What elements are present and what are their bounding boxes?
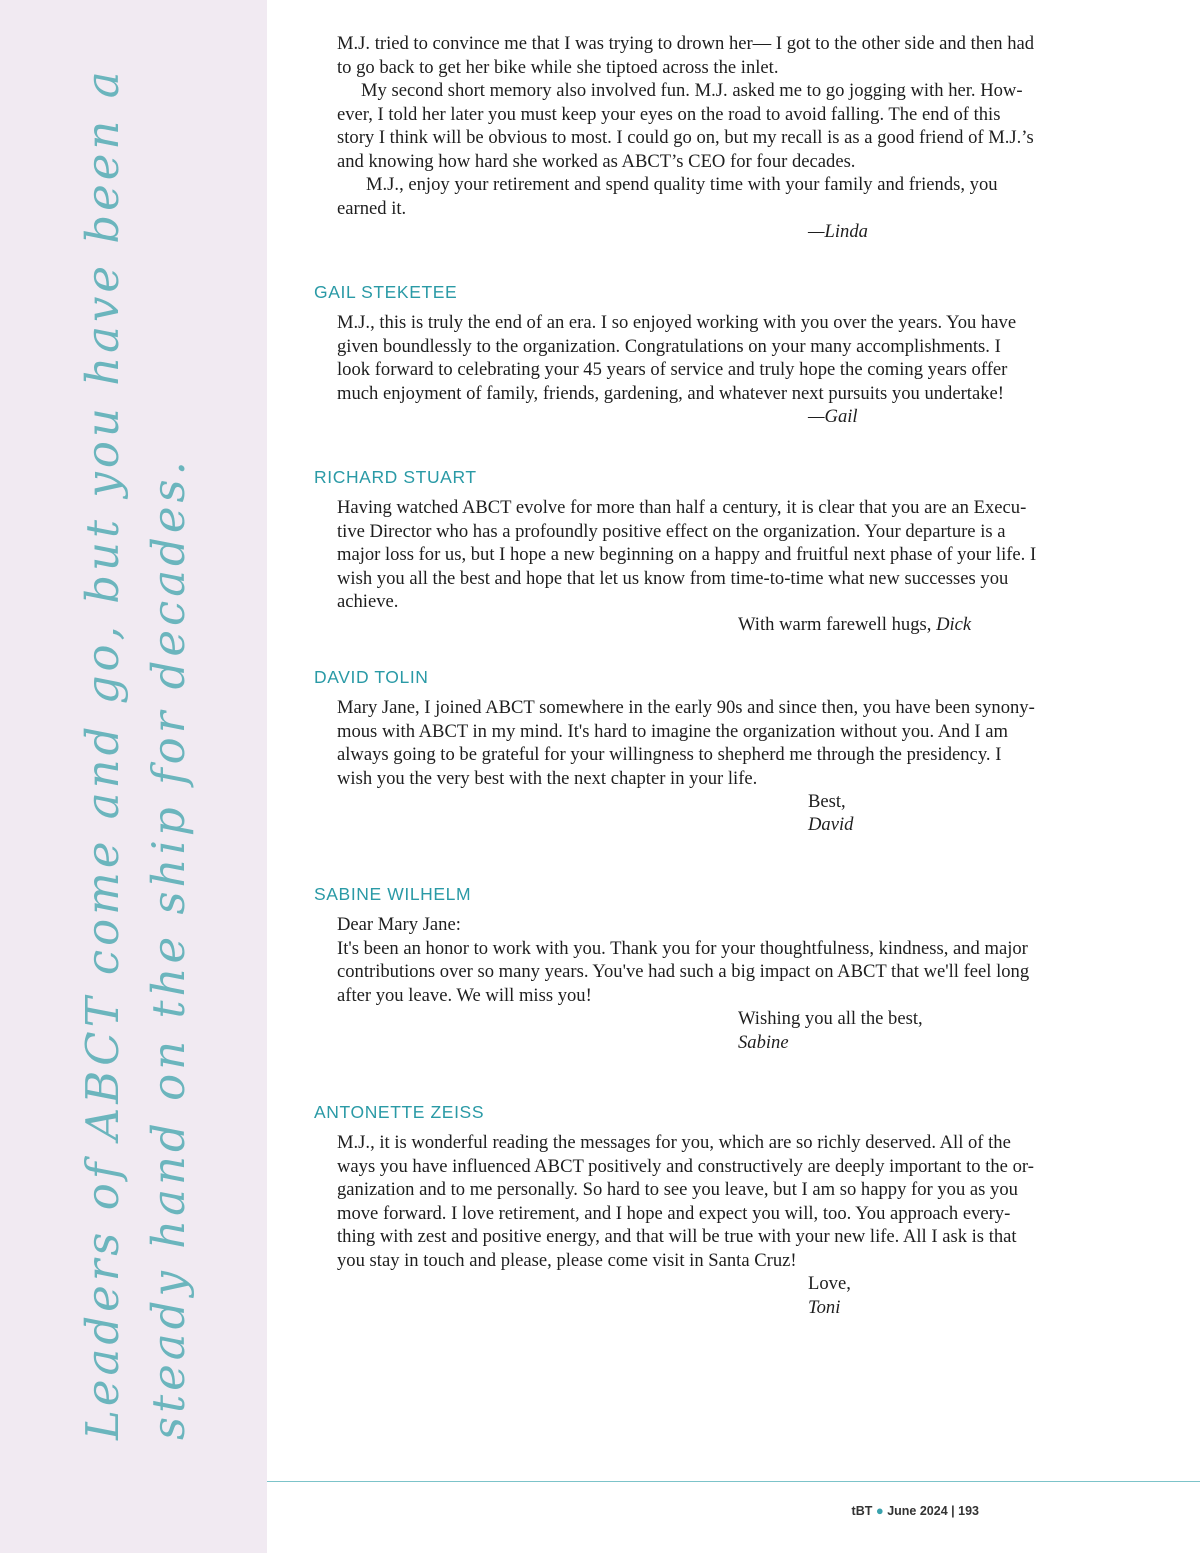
richard-signature: Dick	[936, 614, 972, 635]
message-line: major loss for us, but I hope a new beginning on a happy and fruitful next phase of your life. I	[337, 544, 1037, 565]
sabine-message	[337, 913, 1097, 1007]
message-line: M.J., this is truly the end of an era. I so enjoyed working with you over the years. You have	[337, 312, 1017, 333]
footer-separator: |	[951, 1504, 955, 1518]
message-line: wish you the very best with the next chapter in your life.	[337, 767, 758, 789]
richard-signoff	[738, 613, 971, 637]
antonette-signature: Toni	[808, 1297, 841, 1318]
richard-message	[337, 496, 1097, 614]
pull-quote	[70, 67, 330, 1440]
david-message	[337, 696, 1097, 790]
message-line: and knowing how hard she worked as ABCT’s CEO for four decades.	[337, 150, 856, 172]
message-line: M.J., it is wonderful reading the messages for you, which are so richly deserved. All of the	[337, 1132, 1011, 1153]
linda-message	[337, 32, 1097, 220]
page-number: 193	[958, 1504, 979, 1518]
message-line: ganization and to me personally. So hard to see you leave, but I am so happy for you as you	[337, 1179, 1018, 1200]
message-line: Having watched ABCT evolve for more than half a century, it is clear that you are an Execu-	[337, 497, 1027, 518]
david-name-heading: DAVID TOLIN	[314, 667, 429, 687]
message-line: thing with zest and positive energy, and that will be true with your new life. All I ask is that	[337, 1226, 1017, 1247]
linda-signature: —Linda	[808, 221, 868, 242]
message-line: always going to be grateful for your willingness to shepherd me through the presidency. I	[337, 744, 1002, 765]
sabine-name-heading: SABINE WILHELM	[314, 884, 472, 904]
message-line: ways you have influenced ABCT positively and constructively are deeply important to the or-	[337, 1155, 1034, 1177]
bullet-icon: ●	[875, 1503, 884, 1518]
gail-signature: —Gail	[808, 406, 858, 427]
sabine-closing: Wishing you all the best,	[738, 1008, 923, 1029]
gail-name-heading: GAIL STEKETEE	[314, 282, 458, 302]
message-line: move forward. I love retirement, and I hope and expect you will, too. You approach every-	[337, 1202, 1011, 1224]
message-line: to go back to get her bike while she tiptoed across the inlet.	[337, 56, 779, 78]
pull-quote-line-2: steady hand on the ship for decades.	[142, 457, 195, 1440]
message-line: you stay in touch and please, please come visit in Santa Cruz!	[337, 1249, 797, 1271]
message-line: earned it.	[337, 197, 407, 219]
page-footer	[852, 1503, 979, 1518]
message-line: after you leave. We will miss you!	[337, 984, 592, 1006]
footer-divider	[267, 1481, 1200, 1482]
antonette-name-heading: ANTONETTE ZEISS	[314, 1102, 485, 1122]
antonette-message	[337, 1131, 1097, 1272]
message-line: M.J., enjoy your retirement and spend quality time with your family and friends, you	[366, 174, 998, 195]
message-line: ever, I told her later you must keep your eyes on the road to avoid falling. The end of this	[337, 103, 1001, 125]
message-line: Mary Jane, I joined ABCT somewhere in the early 90s and since then, you have been synony-	[337, 697, 1035, 718]
message-line: My second short memory also involved fun. M.J. asked me to go jogging with her. How-	[361, 80, 1023, 101]
message-line: wish you all the best and hope that let us know from time-to-time what new successes you	[337, 567, 1009, 589]
richard-name-heading: RICHARD STUART	[314, 467, 477, 487]
david-signature: David	[808, 814, 854, 835]
message-line: much enjoyment of family, friends, gardening, and whatever next pursuits you undertake!	[337, 382, 1004, 404]
publication-name: tBT	[851, 1504, 873, 1518]
message-line: achieve.	[337, 591, 399, 612]
richard-closing: With warm farewell hugs,	[738, 614, 932, 635]
message-line: M.J. tried to convince me that I was trying to drown her— I got to the other side and then had	[337, 33, 1035, 54]
issue-date: June 2024	[887, 1504, 948, 1518]
message-line: Dear Mary Jane:	[337, 914, 461, 935]
message-line: tive Director who has a profoundly positive effect on the organization. Your departure is a	[337, 520, 1006, 542]
sidebar-panel	[0, 0, 267, 1553]
message-line: contributions over so many years. You've had such a big impact on ABCT that we'll feel long	[337, 961, 1030, 982]
message-line: It's been an honor to work with you. Thank you for your thoughtfulness, kindness, and major	[337, 937, 1028, 959]
message-line: story I think will be obvious to most. I could go on, but my recall is as a good friend of M.J.’s	[337, 127, 1034, 148]
message-line: mous with ABCT in my mind. It's hard to imagine the organization without you. And I am	[337, 720, 1008, 742]
pull-quote-line-1: Leaders of ABCT come and go, but you have been a	[76, 67, 129, 1440]
message-line: look forward to celebrating your 45 years of service and truly hope the coming years offer	[337, 359, 1008, 380]
antonette-closing: Love,	[808, 1273, 851, 1294]
gail-message	[337, 311, 1097, 405]
david-closing: Best,	[808, 791, 846, 812]
message-line: given boundlessly to the organization. Congratulations on your many accomplishments. I	[337, 335, 1001, 357]
sabine-signature: Sabine	[738, 1032, 789, 1053]
